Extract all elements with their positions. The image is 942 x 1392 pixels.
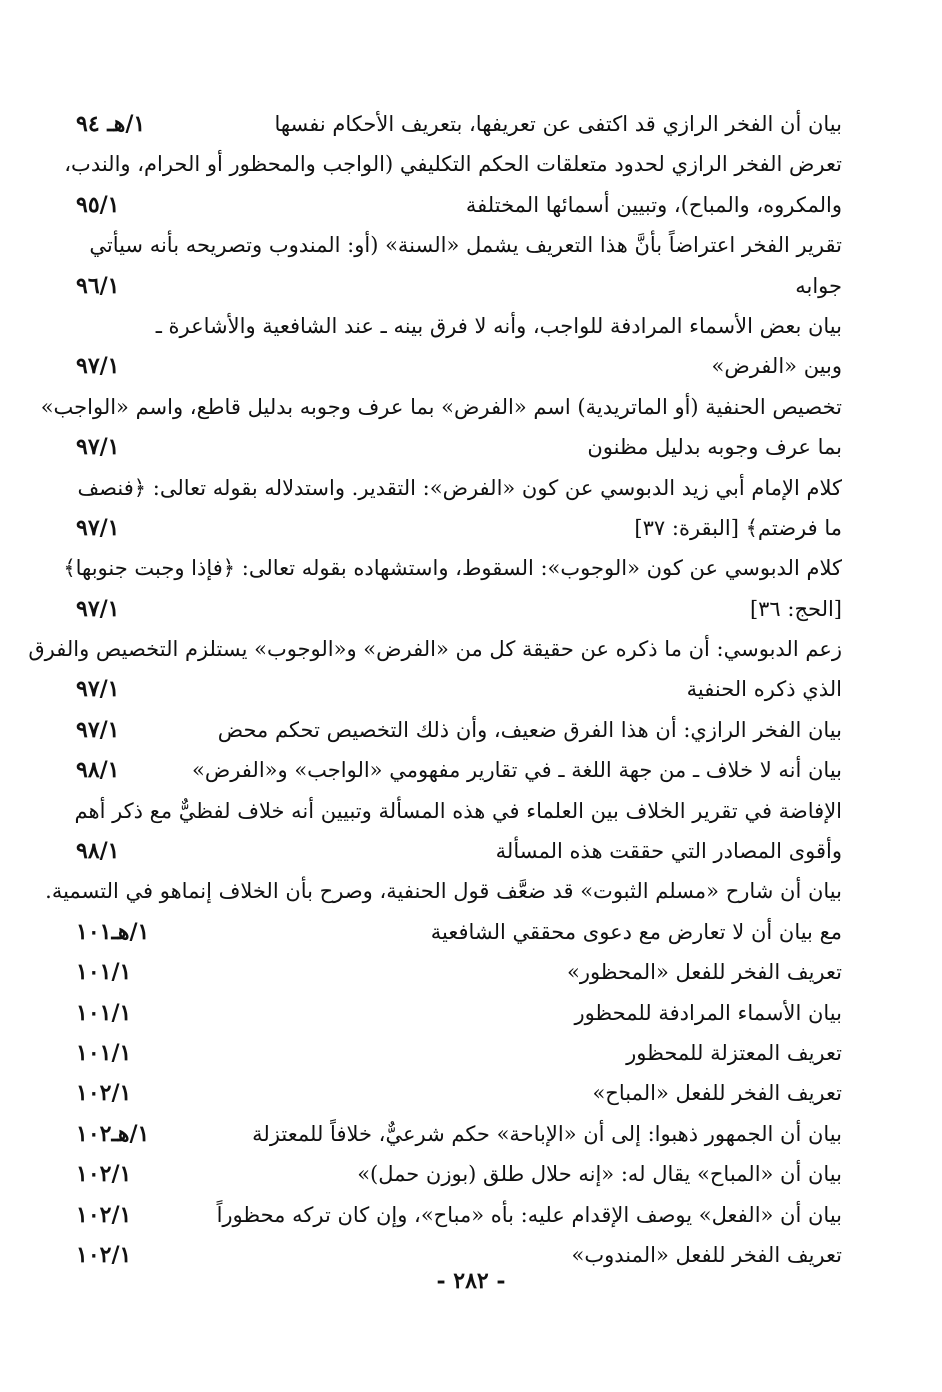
entry-text: مع بيان أن لا تعارض مع دعوى محققي الشافعية bbox=[430, 919, 842, 944]
entry-line bbox=[76, 346, 842, 386]
entry-text: كلام الدبوسي عن كون «الوجوب»: السقوط، واستشهاده بقوله تعالى: ﴿فإذا وجبت جنوبها﴾ bbox=[63, 556, 842, 581]
entry-line bbox=[45, 871, 842, 911]
index-entry bbox=[28, 629, 842, 710]
page-reference: ٩٥/١ bbox=[76, 191, 120, 218]
entry-line bbox=[64, 144, 842, 184]
entry-text: بما عرف وجوبه بدليل مظنون bbox=[587, 435, 842, 460]
index-entry bbox=[76, 710, 842, 750]
index-entry bbox=[76, 1154, 842, 1194]
entry-text: [الحج: ٣٦] bbox=[749, 596, 842, 621]
entry-line bbox=[63, 548, 842, 588]
index-entry bbox=[76, 225, 842, 306]
index-entry bbox=[40, 387, 842, 468]
page-reference: ١٠٢/١ bbox=[76, 1161, 132, 1188]
entry-text: الذي ذكره الحنفية bbox=[686, 677, 842, 702]
index-entry bbox=[76, 104, 842, 144]
entry-text: جوابه bbox=[795, 273, 842, 298]
page-reference: ٩٨/١ bbox=[76, 757, 120, 784]
entry-line bbox=[76, 952, 842, 992]
entry-line bbox=[76, 306, 842, 346]
entry-text: بيان أن «المباح» يقال له: «إنه حلال طلق (بوزن حمل)» bbox=[357, 1162, 842, 1187]
index-entry bbox=[76, 750, 842, 790]
index-entry bbox=[76, 1073, 842, 1113]
entry-line bbox=[76, 1154, 842, 1194]
entry-line bbox=[76, 750, 842, 790]
entry-line bbox=[28, 629, 842, 669]
index-entry bbox=[63, 548, 842, 629]
entry-text: تعريف الفخر للفعل «المباح» bbox=[592, 1081, 842, 1106]
entry-line bbox=[76, 427, 842, 467]
page-reference: ٩٦/١ bbox=[76, 272, 120, 299]
page-reference: ١٠٢/١ bbox=[76, 1080, 132, 1107]
entry-line bbox=[76, 104, 842, 144]
index-entry bbox=[45, 871, 842, 952]
page-reference: ١٠١/١ bbox=[76, 1039, 132, 1066]
entry-line bbox=[76, 589, 842, 629]
entry-text: وبين «الفرض» bbox=[711, 354, 842, 379]
entry-text: الإفاضة في تقرير الخلاف بين العلماء في هذه المسألة وتبيين أنه خلاف لفظيٌّ مع ذكر أهم bbox=[74, 798, 842, 823]
entry-line bbox=[76, 508, 842, 548]
entry-line bbox=[76, 912, 842, 952]
entry-text: تعريف المعتزلة للمحظور bbox=[626, 1040, 842, 1065]
entry-text: تعرض الفخر الرازي لحدود متعلقات الحكم التكليفي (الواجب والمحظور أو الحرام، والندب، bbox=[64, 152, 842, 177]
page-reference: ١/هـ١٠٢ bbox=[76, 1120, 150, 1147]
entry-text: زعم الدبوسي: أن ما ذكره عن حقيقة كل من «الفرض» و«الوجوب» يستلزم التخصيص والفرق bbox=[28, 637, 842, 662]
entry-line bbox=[76, 791, 842, 831]
entry-line bbox=[76, 468, 842, 508]
entry-text: بيان أن «الفعل» يوصف الإقدام عليه: بأه «مباح»، وإن كان تركه محظوراً bbox=[216, 1202, 842, 1227]
entry-line bbox=[76, 1073, 842, 1113]
entry-text: وأقوى المصادر التي حققت هذه المسألة bbox=[495, 839, 842, 864]
page-reference: ٩٧/١ bbox=[76, 434, 120, 461]
page-reference: ١٠١/١ bbox=[76, 959, 132, 986]
entry-text: بيان أن الفخر الرازي قد اكتفى عن تعريفها، بتعريف الأحكام نفسها bbox=[274, 112, 842, 136]
entry-line bbox=[76, 993, 842, 1033]
index-entry bbox=[76, 993, 842, 1033]
entry-text: بيان أنه لا خلاف ـ من جهة اللغة ـ في تقارير مفهومي «الواجب» و«الفرض» bbox=[191, 758, 842, 783]
page-reference: ٩٨/١ bbox=[76, 838, 120, 865]
entry-text: بيان الأسماء المرادفة للمحظور bbox=[574, 1000, 842, 1025]
page-reference: ٩٧/١ bbox=[76, 716, 120, 743]
entry-line bbox=[76, 669, 842, 709]
index-entry bbox=[76, 791, 842, 872]
entry-text: تخصيص الحنفية (أو الماتريدية) اسم «الفرض» بما عرف وجوبه بدليل قاطع، واسم «الواجب» bbox=[40, 394, 842, 419]
entry-text: والمكروه، والمباح)، وتبيين أسمائها المختلفة bbox=[465, 192, 842, 217]
page-reference: ١/هـ ٩٤ bbox=[76, 111, 146, 137]
entry-text: كلام الإمام أبي زيد الدبوسي عن كون «الفرض»: التقدير. واستدلاله بقوله تعالى: ﴿فنصف bbox=[77, 475, 842, 500]
index-entry bbox=[76, 468, 842, 549]
entry-line bbox=[76, 1033, 842, 1073]
entry-line bbox=[76, 266, 842, 306]
entry-text: بيان بعض الأسماء المرادفة للواجب، وأنه لا فرق بينه ـ عند الشافعية والأشاعرة ـ bbox=[155, 313, 842, 338]
entry-text: بيان أن الجمهور ذهبوا: إلى أن «الإباحة» حكم شرعيٌّ، خلافاً للمعتزلة bbox=[252, 1121, 842, 1146]
index-entry bbox=[76, 1114, 842, 1154]
entry-line bbox=[76, 1195, 842, 1235]
page-reference: ٩٧/١ bbox=[76, 676, 120, 703]
index-entry bbox=[76, 1195, 842, 1235]
page-reference: ١/هـ١٠١ bbox=[76, 918, 150, 945]
index-entries bbox=[28, 104, 842, 1275]
entry-line bbox=[76, 831, 842, 871]
index-entry bbox=[76, 1033, 842, 1073]
page-reference: ١٠١/١ bbox=[76, 999, 132, 1026]
page-reference: ١٠٢/١ bbox=[76, 1241, 132, 1268]
page-reference: ١٠٢/١ bbox=[76, 1201, 132, 1228]
entry-line bbox=[76, 225, 842, 265]
page-number: - ٢٨٢ - bbox=[436, 1268, 506, 1294]
entry-text: تعريف الفخر للفعل «المحظور» bbox=[566, 960, 842, 985]
entry-text: تعريف الفخر للفعل «المندوب» bbox=[571, 1242, 842, 1267]
entry-text: بيان أن شارح «مسلم الثبوت» قد ضعَّف قول الحنفية، وصرح بأن الخلاف إنماهو في التسمية. bbox=[45, 879, 842, 904]
entry-text: تقرير الفخر اعتراضاً بأنَّ هذا التعريف يشمل «السنة» (أو: المندوب وتصريحه بأنه سيأتي bbox=[89, 233, 842, 258]
entry-line bbox=[76, 1114, 842, 1154]
index-entry bbox=[76, 306, 842, 387]
index-entry bbox=[76, 952, 842, 992]
page-reference: ٩٧/١ bbox=[76, 353, 120, 380]
page-reference: ٩٧/١ bbox=[76, 595, 120, 622]
entry-text: بيان الفخر الرازي: أن هذا الفرق ضعيف، وأن ذلك التخصيص تحكم محض bbox=[217, 717, 842, 742]
entry-text: ما فرضتم﴾ [البقرة: ٣٧] bbox=[634, 515, 842, 540]
page-reference: ٩٧/١ bbox=[76, 514, 120, 541]
entry-line bbox=[76, 185, 842, 225]
entry-line bbox=[40, 387, 842, 427]
index-entry bbox=[64, 144, 842, 225]
entry-line bbox=[76, 710, 842, 750]
